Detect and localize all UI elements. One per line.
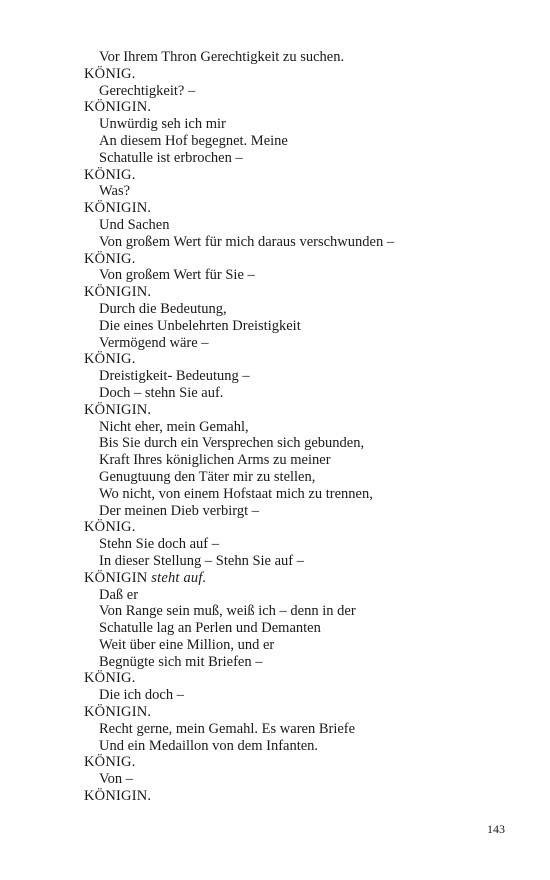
verse-line (84, 654, 524, 671)
verse-text: Der meinen Dieb verbirgt – (99, 502, 259, 519)
verse-line (84, 368, 524, 385)
stage-direction: steht auf. (151, 569, 207, 586)
verse-line (84, 503, 524, 520)
verse-text: Was? (99, 183, 131, 200)
verse-text: Die ich doch – (99, 687, 184, 704)
verse-text: Daß er (99, 586, 139, 603)
speaker-name (84, 519, 524, 536)
verse-text: Recht gerne, mein Gemahl. Es waren Briefe (99, 720, 356, 737)
speaker-name (84, 167, 524, 184)
verse-line (84, 721, 524, 738)
speaker-name (84, 66, 524, 83)
verse-line (84, 335, 524, 352)
verse-line (84, 150, 524, 167)
verse-text: Schatulle ist erbrochen – (99, 149, 243, 166)
speaker-label: KÖNIG. (84, 670, 136, 687)
verse-text: Weit über eine Million, und er (99, 636, 275, 653)
speaker-label: KÖNIG. (84, 250, 136, 267)
verse-line (84, 486, 524, 503)
verse-line (84, 536, 524, 553)
verse-text: Genugtuung den Täter mir zu stellen, (99, 468, 316, 485)
verse-text: Nicht eher, mein Gemahl, (99, 418, 249, 435)
speaker-name (84, 704, 524, 721)
speaker-label: KÖNIGIN. (84, 704, 152, 721)
verse-line (84, 133, 524, 150)
verse-text: Von – (99, 771, 133, 788)
verse-text: Doch – stehn Sie auf. (99, 384, 224, 401)
verse-line (84, 183, 524, 200)
verse-text: Durch die Bedeutung, (99, 300, 227, 317)
speaker-label: KÖNIGIN. (84, 401, 152, 418)
verse-text: Bis Sie durch ein Versprechen sich gebunden, (99, 435, 365, 452)
verse-text: Wo nicht, von einem Hofstaat mich zu trennen, (99, 485, 373, 502)
verse-text: Und Sachen (99, 216, 170, 233)
verse-line (84, 318, 524, 335)
verse-line (84, 687, 524, 704)
verse-text: Von großem Wert für mich daraus verschwunden – (99, 233, 395, 250)
verse-line (84, 452, 524, 469)
verse-line (84, 771, 524, 788)
verse-line (84, 83, 524, 100)
verse-line (84, 435, 524, 452)
speaker-label: KÖNIGIN. (84, 99, 152, 116)
verse-text: Dreistigkeit- Bedeutung – (99, 368, 250, 385)
speaker-label: KÖNIG. (84, 351, 136, 368)
speaker-label: KÖNIG. (84, 754, 136, 771)
verse-line (84, 738, 524, 755)
verse-text: Von Range sein muß, weiß ich – denn in der (99, 603, 356, 620)
verse-text: In dieser Stellung – Stehn Sie auf – (99, 552, 304, 569)
speaker-label: KÖNIG. (84, 166, 136, 183)
verse-text: Von großem Wert für Sie – (99, 267, 255, 284)
verse-line (84, 553, 524, 570)
verse-text: Vermögend wäre – (99, 334, 209, 351)
speaker-name (84, 351, 524, 368)
verse-text: An diesem Hof begegnet. Meine (99, 132, 288, 149)
speaker-label: KÖNIGIN (84, 569, 148, 586)
speaker-name (84, 99, 524, 116)
verse-line (84, 267, 524, 284)
speaker-label: KÖNIG. (84, 519, 136, 536)
verse-line (84, 469, 524, 486)
verse-text: Schatulle lag an Perlen und Demanten (99, 620, 321, 637)
verse-line (84, 217, 524, 234)
speaker-label: KÖNIGIN. (84, 200, 152, 217)
speaker-name (84, 284, 524, 301)
verse-text: Und ein Medaillon von dem Infanten. (99, 737, 319, 754)
verse-line (84, 49, 524, 66)
verse-text: Die eines Unbelehrten Dreistigkeit (99, 317, 301, 334)
verse-text: Gerechtigkeit? – (99, 82, 196, 99)
verse-line (84, 301, 524, 318)
verse-text: Vor Ihrem Thron Gerechtigkeit zu suchen. (99, 49, 345, 65)
verse-line (84, 385, 524, 402)
speaker-name (84, 200, 524, 217)
speaker-name (84, 754, 524, 771)
speaker-name (84, 670, 524, 687)
page-number: 143 (487, 822, 505, 836)
verse-text: Kraft Ihres königlichen Arms zu meiner (99, 452, 331, 469)
speaker-name (84, 402, 524, 419)
verse-line (84, 620, 524, 637)
speaker-label: KÖNIG. (84, 65, 136, 82)
speaker-name (84, 251, 524, 268)
play-text (84, 49, 524, 805)
verse-text: Stehn Sie doch auf – (99, 536, 220, 553)
verse-line (84, 419, 524, 436)
speaker-label: KÖNIGIN. (84, 788, 152, 805)
verse-line (84, 587, 524, 604)
speaker-name (84, 788, 524, 805)
verse-line (84, 234, 524, 251)
speaker-name (84, 570, 524, 587)
verse-text: Begnügte sich mit Briefen – (99, 653, 263, 670)
verse-line (84, 637, 524, 654)
verse-line (84, 603, 524, 620)
verse-text: Unwürdig seh ich mir (99, 116, 226, 133)
verse-line (84, 116, 524, 133)
speaker-label: KÖNIGIN. (84, 284, 152, 301)
